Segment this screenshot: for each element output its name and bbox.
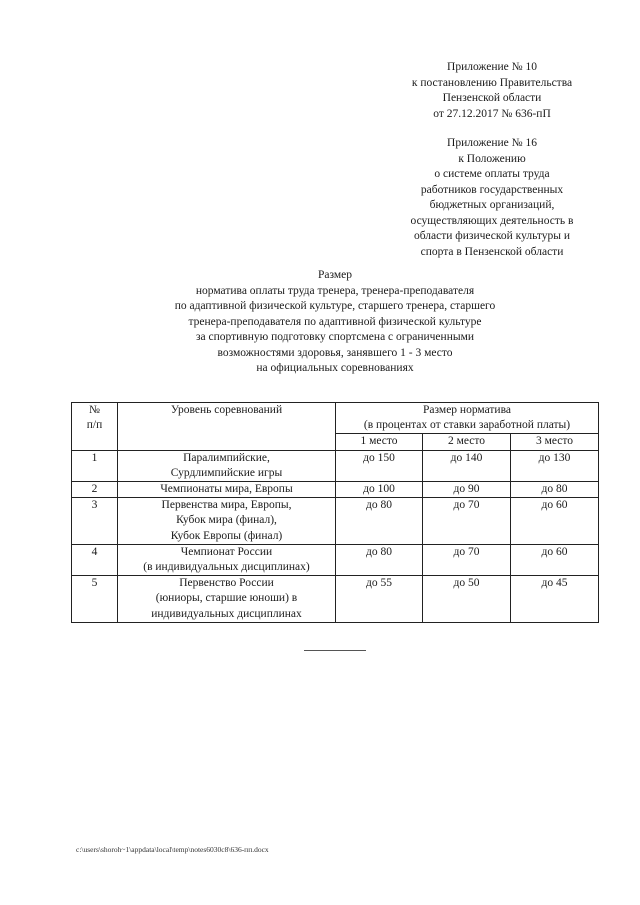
cell-place-1: до 100 xyxy=(336,482,423,498)
header-norm: Размер норматива (в процентах от ставки заработной платы) xyxy=(336,403,599,434)
cell-place-1: до 150 xyxy=(336,450,423,481)
header-num: № п/п xyxy=(72,403,118,451)
appendix-line: Приложение № 16 xyxy=(447,137,537,149)
header-level: Уровень соревнований xyxy=(118,403,336,451)
appendix-line: к Положению xyxy=(458,152,526,165)
appendix-line: к постановлению Правительства xyxy=(411,76,573,89)
title-line: норматива оплаты труда тренера, тренера-преподавателя xyxy=(195,284,475,297)
cell-place-2: до 70 xyxy=(423,498,511,545)
cell-num: 2 xyxy=(72,482,118,498)
cell-place-3: до 80 xyxy=(511,482,599,498)
cell-place-1: до 80 xyxy=(336,498,423,545)
cell-num: 5 xyxy=(72,576,118,623)
title-line: возможностями здоровья, занявшего 1 - 3 место xyxy=(217,346,453,359)
cell-level: Чемпионаты мира, Европы xyxy=(118,482,336,498)
cell-level: Чемпионат России (в индивидуальных дисциплинах) xyxy=(118,544,336,575)
table-row xyxy=(72,498,599,545)
cell-place-3: до 60 xyxy=(511,544,599,575)
title-line: тренера-преподавателя по адаптивной физической культуре xyxy=(188,315,482,328)
header-place-1: 1 место xyxy=(336,434,423,450)
end-separator-line xyxy=(304,650,366,651)
header-place-2: 2 место xyxy=(423,434,511,450)
appendix-line: о системе оплаты труда xyxy=(434,168,550,180)
table-row xyxy=(72,450,599,481)
appendix-10-header xyxy=(392,60,592,122)
appendix-line: спорта в Пензенской области xyxy=(420,245,564,258)
cell-level: Первенство России (юниоры, старшие юноши) в индивидуальных дисциплинах xyxy=(118,576,336,623)
table-header-row xyxy=(72,403,599,434)
cell-place-3: до 45 xyxy=(511,576,599,623)
appendix-line: области физической культуры и xyxy=(413,230,571,242)
cell-place-2: до 140 xyxy=(423,450,511,481)
cell-num: 4 xyxy=(72,544,118,575)
title-line: по адаптивной физической культуре, старшего тренера, старшего xyxy=(174,300,496,312)
cell-level: Паралимпийские, Сурдлимпийские игры xyxy=(118,450,336,481)
appendix-line: бюджетных организаций, xyxy=(429,199,555,211)
cell-place-3: до 60 xyxy=(511,498,599,545)
appendix-line: Пензенской области xyxy=(442,92,542,104)
table-row xyxy=(72,482,599,498)
cell-place-3: до 130 xyxy=(511,450,599,481)
cell-level: Первенства мира, Европы, Кубок мира (финал), Кубок Европы (финал) xyxy=(118,498,336,545)
cell-num: 3 xyxy=(72,498,118,545)
title-line: за спортивную подготовку спортсмена с ограниченными xyxy=(195,331,475,343)
document-title xyxy=(140,268,530,377)
norms-table xyxy=(71,402,599,623)
cell-num: 1 xyxy=(72,450,118,481)
title-line: Размер xyxy=(317,269,352,281)
table-row xyxy=(72,544,599,575)
footer-file-path: c:\users\shoroh~1\appdata\local\temp\notes6030c8\636-пп.docx xyxy=(76,845,269,854)
appendix-line: Приложение № 10 xyxy=(447,61,537,73)
appendix-line: от 27.12.2017 № 636-пП xyxy=(433,107,551,120)
cell-place-2: до 90 xyxy=(423,482,511,498)
header-place-3: 3 место xyxy=(511,434,599,450)
cell-place-2: до 70 xyxy=(423,544,511,575)
cell-place-1: до 80 xyxy=(336,544,423,575)
appendix-16-header xyxy=(392,136,592,260)
appendix-line: работников государственных xyxy=(420,183,564,196)
table-row xyxy=(72,576,599,623)
appendix-line: осуществляющих деятельность в xyxy=(410,214,574,227)
cell-place-1: до 55 xyxy=(336,576,423,623)
cell-place-2: до 50 xyxy=(423,576,511,623)
title-line: на официальных соревнованиях xyxy=(256,362,414,374)
